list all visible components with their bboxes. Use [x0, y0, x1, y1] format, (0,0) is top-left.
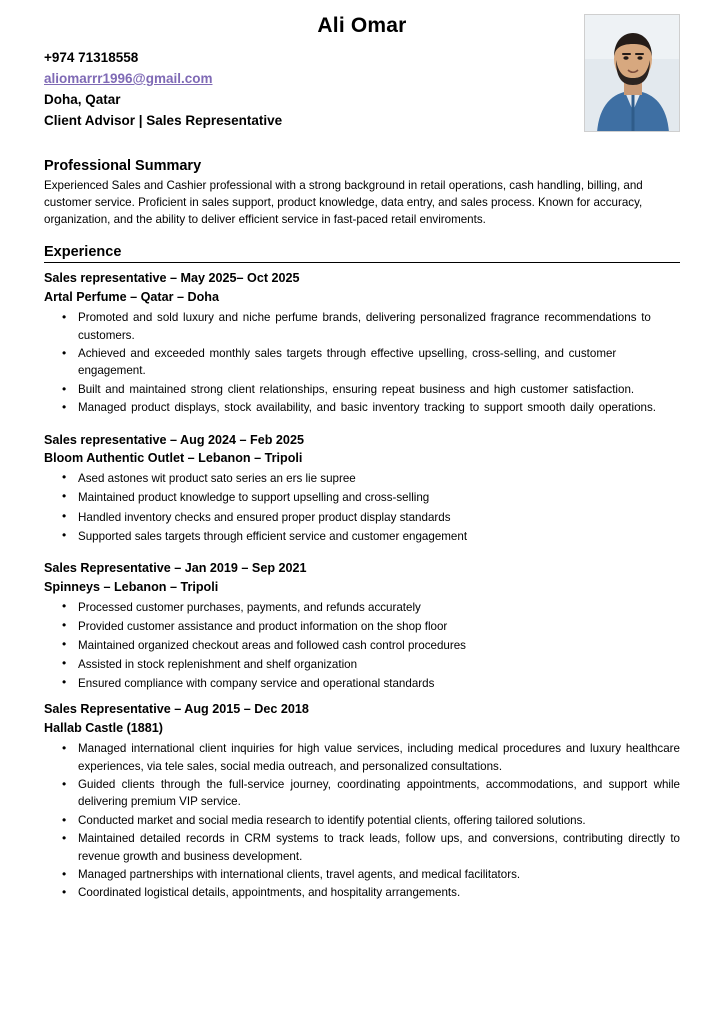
phone-number: +974 71318558 — [44, 50, 139, 65]
section-title-experience: Experience — [44, 244, 680, 263]
list-item: • Maintained product knowledge to support upselling and cross-selling — [78, 489, 680, 506]
summary-text: Experienced Sales and Cashier professional with a strong background in retail operations, cash handling, billing, and customer service. Proficient in sales support, product knowledge, data entry, and sales process. Known for accuracy, organization, and the ability to deliver efficient service in fast-paced retail enviroments. — [44, 179, 643, 226]
section-title-summary: Professional Summary — [44, 158, 202, 174]
email-link[interactable]: aliomarrr1996@gmail.com — [44, 70, 213, 86]
location-text: Doha, Qatar — [44, 91, 121, 107]
job-bullets — [44, 470, 680, 545]
job-role: Sales representative – Aug 2024 – Feb 2025 — [44, 432, 304, 447]
list-item: • Maintained detailed records in CRM systems to track leads, follow ups, and conversions, contributing directly to revenue growth and business development. — [78, 830, 680, 865]
list-item: • Achieved and exceeded monthly sales targets through effective upselling, cross-selling, and customer engagement. — [78, 345, 680, 380]
job-role: Sales representative – May 2025– Oct 2025 — [44, 271, 300, 286]
experience-entry — [44, 431, 680, 545]
list-item: • Guided clients through the full-service journey, coordinating appointments, accommodations, and support while delivering premium VIP service. — [78, 776, 680, 811]
job-bullets — [44, 309, 680, 416]
list-item: • Promoted and sold luxury and niche perfume brands, delivering personalized fragrance recommendations to customers. — [78, 309, 680, 344]
job-bullets — [44, 599, 680, 693]
job-company: Bloom Authentic Outlet – Lebanon – Tripoli — [44, 451, 303, 466]
profile-photo — [584, 14, 680, 132]
experience-entry — [44, 269, 680, 416]
list-item: • Managed international client inquiries for high value services, including medical procedures and luxury healthcare experiences, via tele sales, social media outreach, and personalized consultations. — [78, 740, 680, 775]
experience-entry — [44, 700, 680, 901]
list-item: • Ensured compliance with company service and operational standards — [78, 675, 680, 692]
list-item: • Maintained organized checkout areas and followed cash control procedures — [78, 637, 680, 654]
experience-entry — [44, 559, 680, 693]
list-item: • Managed product displays, stock availability, and basic inventory tracking to support smooth daily operations. — [78, 399, 680, 416]
list-item: • Coordinated logistical details, appointments, and hospitality arrangements. — [78, 884, 680, 901]
resume-header — [44, 14, 680, 142]
list-item: • Ased astones wit product sato series an ers lie supree — [78, 470, 680, 487]
list-item: • Provided customer assistance and product information on the shop floor — [78, 618, 680, 635]
job-company: Artal Perfume – Qatar – Doha — [44, 290, 219, 305]
list-item: • Conducted market and social media research to identify potential clients, offering tailored solutions. — [78, 812, 680, 829]
job-bullets — [44, 740, 680, 902]
list-item: • Managed partnerships with international clients, travel agents, and medical facilitators. — [78, 866, 680, 883]
job-role: Sales Representative – Jan 2019 – Sep 2021 — [44, 560, 307, 575]
headline-text: Client Advisor | Sales Representative — [44, 112, 283, 128]
page-title: Ali Omar — [317, 14, 407, 37]
job-company: Spinneys – Lebanon – Tripoli — [44, 579, 219, 594]
job-role: Sales Representative – Aug 2015 – Dec 2018 — [44, 702, 309, 717]
list-item: • Built and maintained strong client relationships, ensuring repeat business and high customer satisfaction. — [78, 381, 680, 398]
list-item: • Assisted in stock replenishment and shelf organization — [78, 656, 680, 673]
list-item: • Processed customer purchases, payments, and refunds accurately — [78, 599, 680, 616]
job-company: Hallab Castle (1881) — [44, 721, 163, 736]
list-item: • Handled inventory checks and ensured proper product display standards — [78, 509, 680, 526]
list-item: • Supported sales targets through efficient service and customer engagement — [78, 528, 680, 545]
